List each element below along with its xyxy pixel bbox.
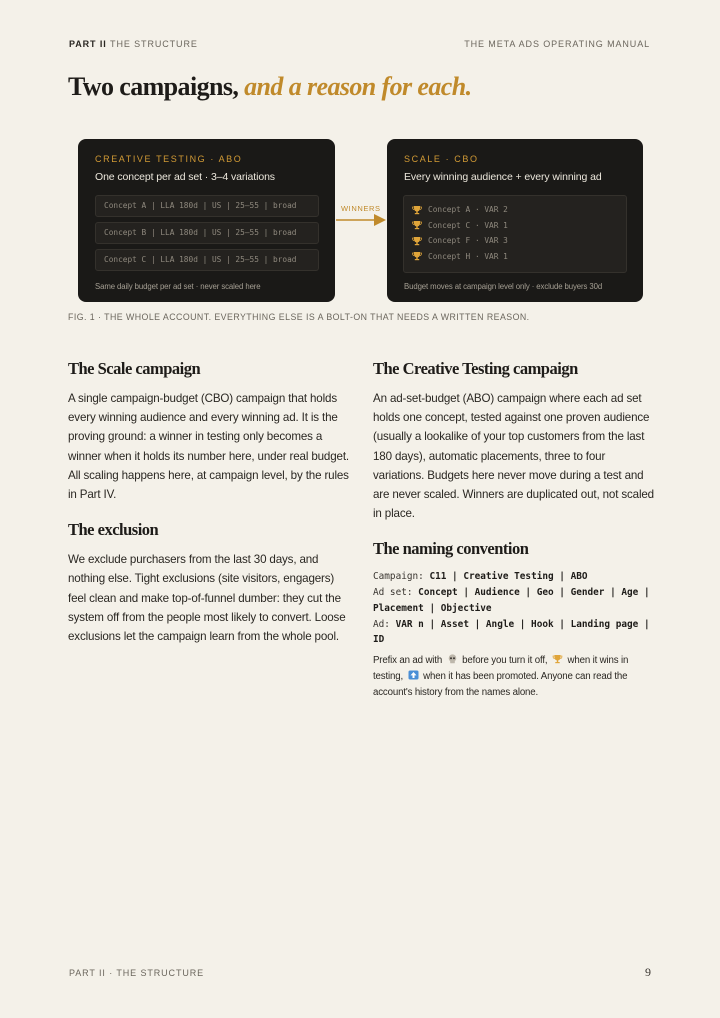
- winning-ad-label: Concept H · VAR 1: [428, 251, 508, 261]
- winning-ad-item: [404, 202, 626, 218]
- campaign-value: C11 | Creative Testing | ABO: [429, 571, 588, 583]
- part-label: PART II: [69, 39, 107, 49]
- up-arrow-icon: [408, 670, 419, 680]
- testing-campaign-heading: The Creative Testing campaign: [373, 359, 578, 378]
- winning-ad-item: [404, 233, 626, 249]
- ad-set-row: Concept A | LLA 180d | US | 25–55 | broad: [95, 195, 319, 217]
- naming-convention-code: [373, 569, 658, 648]
- adset-value: Concept | Audience | Geo | Gender | Age | Placement | Objective: [373, 587, 650, 614]
- section-label: THE STRUCTURE: [110, 39, 198, 49]
- naming-campaign-line: [373, 569, 658, 585]
- right-column: [373, 359, 658, 700]
- skull-icon: [447, 654, 458, 664]
- trophy-icon: [552, 654, 563, 664]
- ad-value: VAR n | Asset | Angle | Hook | Landing page | ID: [373, 618, 650, 646]
- exclusion-body: We exclude purchasers from the last 30 days, and nothing else. Tight exclusions (site visitors, engagers) feel clean and make top-of-funnel dumber: they cut the system off from the people most likely to convert. Loose exclusions let the campaign learn from the whole pool.: [68, 553, 346, 644]
- winning-ad-label: Concept A · VAR 2: [428, 205, 508, 215]
- winners-arrow-label: WINNERS: [341, 204, 381, 213]
- scale-campaign-body: A single campaign-budget (CBO) campaign that holds every winning audience and every winning ad. It is the proving ground: a winner in testing only becomes a winner when it holds its number here, under real budget. All scaling happens here, at campaign level, by the rules in Part IV.: [68, 392, 349, 502]
- part-section-label: [69, 39, 198, 49]
- trophy-icon: [412, 251, 422, 261]
- winning-ad-label: Concept C · VAR 1: [428, 220, 508, 230]
- scale-footnote: Budget moves at campaign level only · exclude buyers 30d: [404, 282, 603, 291]
- winning-ad-item: [404, 249, 626, 265]
- testing-ad-sets: [95, 195, 319, 276]
- creative-testing-panel: [78, 139, 335, 302]
- footer-label: PART II · THE STRUCTURE: [69, 968, 205, 978]
- naming-adset-line: [373, 585, 658, 616]
- scale-panel: [387, 139, 643, 302]
- naming-prefix-note: [373, 653, 658, 700]
- running-header: [69, 39, 650, 49]
- page-number: 9: [645, 965, 651, 979]
- trophy-icon: [412, 220, 422, 230]
- note-part: when it has been promoted. Anyone can read the account's history from the names alone.: [373, 670, 628, 698]
- note-part: before you turn it off,: [462, 654, 548, 666]
- adset-label: Ad set:: [373, 587, 413, 599]
- page-title: [68, 72, 471, 102]
- winning-ad-label: Concept F · VAR 3: [428, 236, 508, 246]
- naming-ad-line: [373, 617, 658, 648]
- page-footer: [69, 965, 651, 980]
- naming-heading: The naming convention: [373, 539, 529, 559]
- trophy-icon: [412, 236, 422, 246]
- title-accent: and a reason for each.: [244, 72, 472, 101]
- testing-eyebrow: CREATIVE TESTING · ABO: [95, 154, 243, 164]
- note-part: Prefix an ad with: [373, 654, 443, 666]
- scale-title: Every winning audience + every winning ad: [404, 171, 602, 183]
- testing-title: One concept per ad set · 3–4 variations: [95, 171, 275, 183]
- exclusion-heading: The exclusion: [68, 520, 159, 540]
- manual-title: THE META ADS OPERATING MANUAL: [464, 39, 650, 49]
- arrow-right-icon: [336, 212, 386, 228]
- trophy-icon: [412, 205, 422, 215]
- campaign-label: Campaign:: [373, 571, 424, 583]
- winning-ads-list: [403, 195, 627, 273]
- scale-eyebrow: SCALE · CBO: [404, 154, 479, 164]
- testing-campaign-body: An ad-set-budget (ABO) campaign where each ad set holds one concept, tested against one proven audience (usually a lookalike of your top customers from the last 180 days), automatic placements, three to four variations. Budgets here never move during a test and are never scaled. Winners are duplicated out, not scaled in place.: [373, 392, 654, 521]
- ad-set-row: Concept B | LLA 180d | US | 25–55 | broad: [95, 222, 319, 244]
- figure-caption: FIG. 1 · THE WHOLE ACCOUNT. EVERYTHING ELSE IS A BOLT-ON THAT NEEDS A WRITTEN REASON.: [68, 312, 530, 322]
- title-main: Two campaigns,: [68, 72, 239, 101]
- ad-label: Ad:: [373, 618, 390, 630]
- left-column: [68, 359, 350, 646]
- ad-set-row: Concept C | LLA 180d | US | 25–55 | broad: [95, 249, 319, 271]
- note-part: when it wins in testing,: [373, 654, 629, 682]
- testing-footnote: Same daily budget per ad set · never scaled here: [95, 282, 261, 291]
- scale-campaign-heading: The Scale campaign: [68, 359, 201, 378]
- winning-ad-item: [404, 218, 626, 234]
